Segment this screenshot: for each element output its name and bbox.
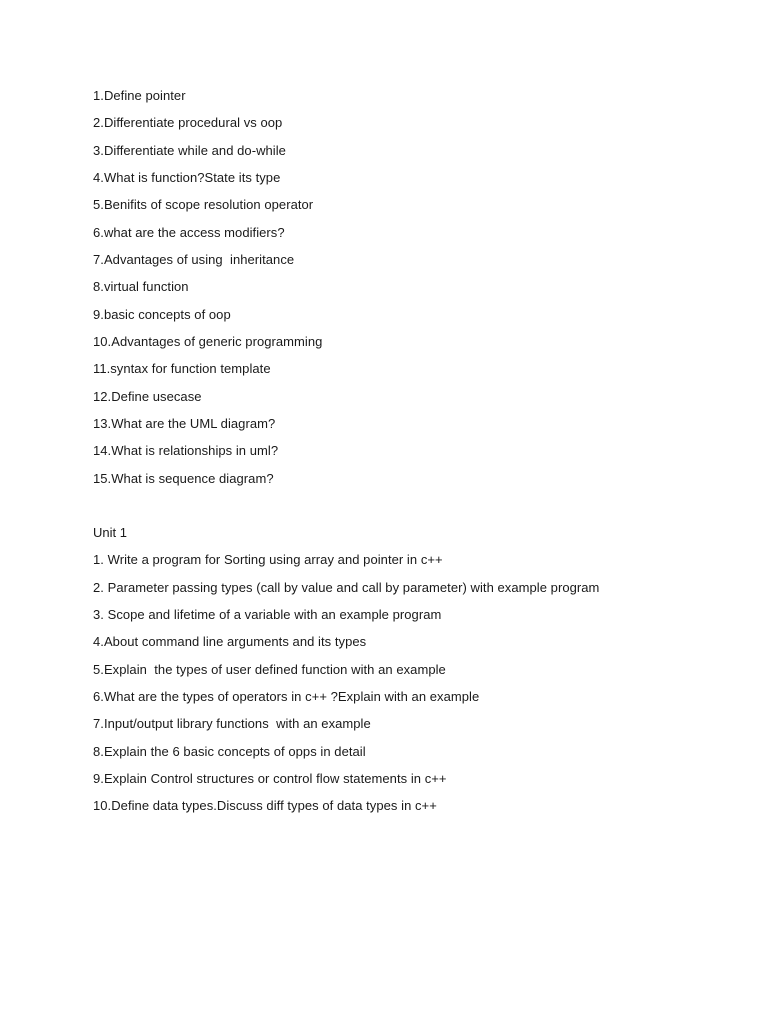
- list-item: 9.Explain Control structures or control flow statements in c++: [93, 771, 447, 787]
- unit-section: [93, 524, 733, 825]
- list-item: 10.Define data types.Discuss diff types of data types in c++: [93, 798, 437, 814]
- list-item: 5.Benifits of scope resolution operator: [93, 197, 314, 213]
- list-item: 3.Differentiate while and do-while: [93, 142, 286, 158]
- list-item: 6.What are the types of operators in c++ ?Explain with an example: [93, 689, 480, 705]
- list-item: 14.What is relationships in uml?: [93, 443, 279, 459]
- list-item: 7.Advantages of using inheritance: [93, 252, 295, 268]
- list-item: 3. Scope and lifetime of a variable with an example program: [93, 607, 442, 623]
- list-item: 2.Differentiate procedural vs oop: [93, 115, 283, 131]
- list-item: 8.Explain the 6 basic concepts of opps in detail: [93, 743, 366, 759]
- list-item: 10.Advantages of generic programming: [93, 334, 323, 350]
- list-item: 9.basic concepts of oop: [93, 306, 231, 322]
- list-item: 6.what are the access modifiers?: [93, 224, 285, 240]
- list-item: 15.What is sequence diagram?: [93, 470, 274, 486]
- list-item: 12.Define usecase: [93, 388, 202, 404]
- list-item: 4.What is function?State its type: [93, 170, 281, 186]
- list-item: 4.About command line arguments and its types: [93, 634, 367, 650]
- list-item: 7.Input/output library functions with an example: [93, 716, 371, 732]
- list-item: 1.Define pointer: [93, 88, 186, 103]
- list-item: 13.What are the UML diagram?: [93, 416, 276, 432]
- list-item: 1. Write a program for Sorting using array and pointer in c++: [93, 552, 443, 568]
- short-question-list: [93, 87, 733, 497]
- unit-heading: Unit 1: [93, 525, 127, 540]
- list-item: 5.Explain the types of user defined function with an example: [93, 661, 446, 677]
- list-item: 8.virtual function: [93, 279, 189, 295]
- list-item: 2. Parameter passing types (call by value and call by parameter) with example program: [93, 579, 600, 595]
- list-item: 11.syntax for function template: [93, 361, 271, 377]
